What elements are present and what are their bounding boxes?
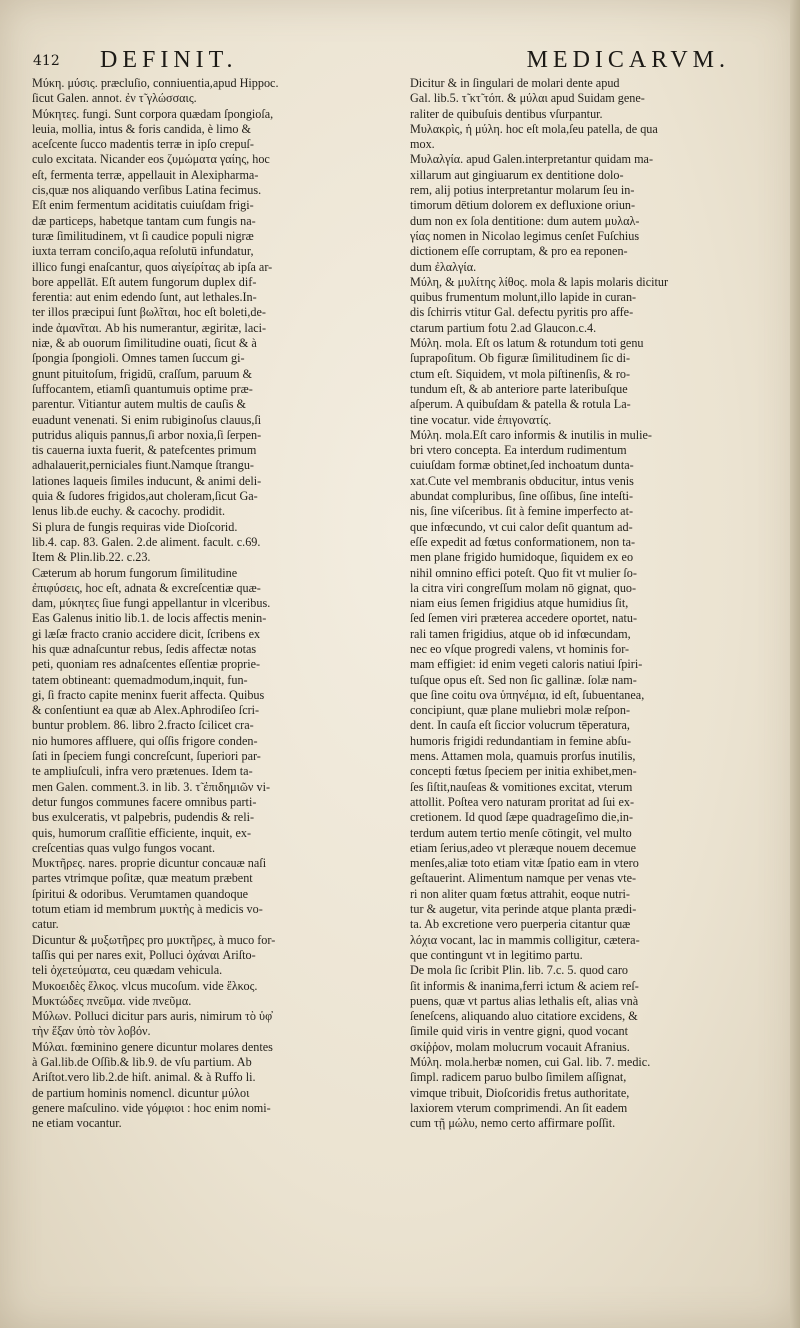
text-line: Ariſtot.vero lib.2.de hiſt. animal. & à Ruffo li. — [32, 1070, 256, 1085]
text-line: humoris frigidi redundantiam in femine abſu- — [410, 733, 632, 748]
text-line: quia & ſudores frigidos,aut choleram,ſicut Ga- — [32, 489, 258, 504]
text-line: Dicitur & in ſingulari de molari dente apud — [410, 76, 620, 90]
text-line: puens, quæ vt partus alias lethalis eſt, alias vnà — [410, 993, 639, 1008]
text-line: que ſine coitu ova ὑπηνέμια, id eſt, ſubuentanea, — [410, 687, 645, 702]
text-line: lib.4. cap. 83. Galen. 2.de aliment. facult. c.69. — [32, 534, 261, 549]
text-line: mens. Attamen mola, quamuis prorſus inutilis, — [410, 749, 636, 764]
text-line: que infœcundo, vt cui calor deſit quantum ad- — [410, 519, 633, 534]
page-edge — [790, 0, 800, 1328]
text-line: tatem obtineant: quemadmodum,inquit, fun- — [32, 672, 248, 687]
text-line: eſſe expedit ad fœtus conformationem, non ta- — [410, 534, 636, 549]
text-line: geſtauerint. Alimentum namque per venas vte- — [410, 871, 637, 886]
text-line: dum non ex ſola dentitione: dum autem μυλαλ- — [410, 213, 640, 228]
text-line: aſperum. A quibuſdam & patella & rotula La- — [410, 397, 631, 412]
text-line: dum ἐλαλγία. — [410, 259, 477, 274]
text-line: rali tamen frigidius, atque ob id infœcundam, — [410, 626, 631, 641]
text-line: quis, humorum craſſitie efficiente, inquit, ex- — [32, 825, 252, 840]
text-line: Eas Galenus initio lib.1. de locis affectis menin- — [32, 611, 267, 626]
text-line: genere maſculino. vide γόμφιοι : hoc enim nomi- — [32, 1100, 271, 1115]
text-line: niam eius ſemen frigidius atque humidius ſit, — [410, 596, 629, 611]
text-line: bri vtero concepta. Ea interdum rudimentum — [410, 443, 627, 458]
text-line: tur & augetur, vita perinde atque planta prædi- — [410, 902, 637, 917]
text-line: mox. — [410, 137, 435, 152]
text-line: ſimpl. radicem paruo bulbo ſimilem aſſignat, — [410, 1070, 627, 1085]
text-line: vimque tribuit, Dioſcoridis fretus authoritate, — [410, 1085, 630, 1100]
text-line: men plane frigido humidoque, ſiquidem ex eo — [410, 550, 634, 565]
text-line: ſicut Galen. annot. ἐν τ̃ γλώσσαις. — [32, 91, 197, 106]
text-line: Μυκτώδες πνεῦμα. vide πνεῦμα. — [32, 993, 192, 1008]
text-line: cuiuſdam formæ obtinet,ſed inchoatum dunta- — [410, 458, 634, 473]
text-line: Μύκητες. fungi. Sunt corpora quædam ſpongioſa, — [32, 106, 274, 121]
text-line: ſuprapoſitum. Ob figuræ ſimilitudinem ſic di- — [410, 351, 631, 366]
text-line: buntur problem. 86. libro 2.fracto ſcilicet cra- — [32, 718, 254, 733]
text-line: abundat compluribus, ſine oſſibus, ſine inteſti- — [410, 489, 634, 504]
text-line: γίας nomen in Nicolao legimus cenſet Fuſchius — [410, 228, 640, 243]
text-line: Μύλων. Polluci dicitur pars auris, nimirum τὸ ὑφ̓ — [32, 1009, 273, 1024]
text-line: à Gal.lib.de Oſſib.& lib.9. de vſu partium. Ab — [32, 1055, 252, 1069]
text-line: mam effigiet: id enim vegeti caloris natiui ſpiri- — [410, 657, 643, 672]
text-line: bus exulceratis, vt palpebris, pudendis & reli- — [32, 810, 255, 825]
text-line: ſuffocantem, etiamſi quantumuis optime præ- — [32, 381, 253, 396]
text-line: De mola ſic ſcribit Plin. lib. 7.c. 5. quod caro — [410, 963, 628, 978]
text-line: ſit informis & inanima,ferri ictum & aciem reſ- — [410, 978, 639, 993]
text-line: cis,quæ nos aliquando verſibus Latina fecimus. — [32, 183, 262, 198]
text-line: Eſt enim fermentum aciditatis cuiuſdam frigi- — [32, 198, 254, 213]
text-line: lenus lib.de euchy. & cacochy. prodidit. — [32, 504, 226, 519]
text-line: euadunt venenati. Si enim rubiginoſus clauus,ſi — [32, 412, 262, 427]
text-line: ſpongia ſpongioli. Omnes tamen ſuccum gi- — [32, 351, 245, 366]
text-line: gi læſæ fracto cranio accidere dicit, ſcribens ex — [32, 626, 261, 641]
text-line: turæ ſimilitudinem, vt ſi caudice populi nigræ — [32, 228, 254, 243]
text-line: partes vtrimque poſitæ, quæ meatum præbent — [32, 871, 253, 886]
text-line: Μύλαι. fœminino genere dicuntur molares dentes — [32, 1039, 273, 1054]
text-line: τὴν ἕξαν ὑπὸ τὸν λοβόν. — [32, 1024, 151, 1039]
text-line: dis ſchirris vtitur Gal. defectu pyritis pro affe- — [410, 305, 634, 320]
running-head-left: DEFINIT. — [100, 47, 238, 73]
text-line: ctum eſt. Siquidem, vt mola piſtinenſis, & ro- — [410, 366, 631, 381]
text-line: ne etiam vocantur. — [32, 1116, 122, 1131]
text-line: Μυκοειδὲς ἕλκος. vlcus mucoſum. vide ἕλκος. — [32, 978, 258, 993]
text-line: Μύλη. mola.herbæ nomen, cui Gal. lib. 7. medic. — [410, 1055, 651, 1069]
text-line: quibus frumentum molunt,illo lapide in curan- — [410, 290, 637, 305]
text-line: culo excitata. Nicander eos ζυμώματα γαίης, hoc — [32, 152, 270, 167]
right-column — [410, 76, 775, 1131]
text-line: ri non aliter quam fœtus attrahit, eoque nutri- — [410, 886, 630, 901]
text-line: nihil omnino effici poteſt. Quo fit vt mulier ſo- — [410, 565, 637, 580]
text-line: laxiorem vterum comprimendi. An ſit eadem — [410, 1100, 628, 1115]
text-line: concipiunt, quæ plane muliebri molæ reſpon- — [410, 703, 631, 718]
page-number: 412 — [33, 53, 60, 69]
text-line: tine vocatur. vide ἐπιγονατίς. — [410, 412, 552, 427]
text-line: nio humores affluere, qui oſſis frigore conden- — [32, 733, 258, 748]
text-line: raliter de quibuſuis dentibus vſurpantur. — [410, 106, 603, 121]
text-line: dam, μύκητες ſiue fungi appellantur in vlceribus. — [32, 596, 271, 611]
text-line: Μύλη. mola.Eſt caro informis & inutilis in mulie- — [410, 427, 652, 442]
text-line: cretionem. Id quod ſæpe quadrageſimo die,in- — [410, 810, 634, 825]
text-line: timorum dētium dolorem ex defluxione oriun- — [410, 198, 636, 213]
text-line: his quæ adnaſcuntur rebus, ſedis affectæ notas — [32, 641, 257, 656]
text-line: peti, quoniam res adnaſcentes eſſentiæ proprie- — [32, 657, 261, 672]
text-line: parentur. Vitiantur autem multis de cauſis & — [32, 397, 246, 412]
text-line: Si plura de fungis requiras vide Dioſcorid. — [32, 519, 238, 534]
text-line: putridus aliquis pannus,ſi arbor noxia,ſi ſerpen- — [32, 427, 262, 442]
running-head — [100, 47, 730, 74]
text-line: inde ἀμανῖται. Ab his numerantur, ægiritæ, laci- — [32, 320, 267, 335]
left-column — [32, 76, 388, 1131]
text-line: attollit. Poſtea vero naturam proritat ad ſui ex- — [410, 794, 635, 809]
text-line: Dicuntur & μυξωτῆρες pro μυκτῆρες, à muco for- — [32, 932, 276, 947]
text-line: ſes ſiſtit,nauſeas & vomitiones excitat, vterum — [410, 779, 633, 794]
text-line: xat.Cute vel membranis obducitur, intus venis — [410, 473, 634, 488]
text-line: niæ, & ab ouorum ſimilitudine ouati, ſicut & à — [32, 336, 257, 351]
text-line: etiam ſerius,adeo vt pleræque nouem decemue — [410, 840, 637, 855]
text-line: Μύκη. μύσις. præcluſio, conniuentia,apud Hippoc. — [32, 76, 279, 90]
running-head-right: MEDICARVM. — [526, 47, 730, 73]
text-line: Μύλη, & μυλίτης λίθος. mola & lapis molaris dicitur — [410, 274, 669, 289]
text-line: aceſcente ſucco madentis terræ in ipſo crepuſ- — [32, 137, 254, 152]
text-line: de partium hominis nomencl. dicuntur μύλοι — [32, 1085, 250, 1100]
text-line: lationes laqueis ſimiles inducunt, & animi deli- — [32, 473, 262, 488]
text-line: ſpiritui & odoribus. Verumtamen quandoque — [32, 886, 249, 901]
text-line: men Galen. comment.3. in lib. 3. τ̃ ἐπιδημιῶν vi- — [32, 779, 271, 794]
text-line: te ampliuſculi, infra vero prætenues. Idem ta- — [32, 764, 253, 779]
text-line: taſſis qui per nares exit, Polluci ὀχάναι Ariſto- — [32, 947, 256, 962]
text-line: teli ὀχετεύματα, ceu quædam vehicula. — [32, 963, 223, 978]
text-line: menſes,aliæ toto etiam vitæ ſpatio eam in vtero — [410, 856, 639, 871]
text-line: terdum autem tertio menſe cōtingit, vel multo — [410, 825, 632, 840]
text-line: Μύλη. mola. Eſt os latum & rotundum toti genu — [410, 336, 644, 351]
text-line: leuia, mollia, intus & foris candida, è limo & — [32, 121, 251, 136]
page-header — [0, 45, 800, 75]
text-line: ctarum partium fotu 2.ad Glaucon.c.4. — [410, 320, 597, 335]
text-line: adhalauerit,perniciales fiunt.Namque ſtrangu- — [32, 458, 254, 473]
text-line: λόχια vocant, lac in mammis colligitur, cætera- — [410, 932, 640, 947]
text-line: gnunt pituitoſum, frigidū, craſſum, paruum & — [32, 366, 253, 381]
text-line: Μυλαλγία. apud Galen.interpretantur quidam ma- — [410, 152, 654, 167]
text-line: eſt, fermenta terræ, appellauit in Alexipharma- — [32, 167, 259, 182]
text-line: ter illos præcipui ſunt βωλῖται, hoc eſt boleti,de- — [32, 305, 266, 320]
text-line: tundum eſt, & ab anteriore parte lateribuſque — [410, 381, 628, 396]
text-line: nec eo vſque progredi valens, vt hominis for- — [410, 641, 630, 656]
text-line: nis, ſine viſceribus. ſit à femine imperfecto at- — [410, 504, 634, 519]
text-line: creſcentias quas vulgo fungos vocant. — [32, 840, 216, 855]
text-line: Gal. lib.5. τ̃ κτ̃ τόπ. & μύλαι apud Suidam gene- — [410, 91, 645, 106]
text-line: dæ particeps, habetque tantam cum fungis na- — [32, 213, 256, 228]
text-line: tis cauerna iuxta fuerit, & patefcentes primum — [32, 443, 257, 458]
text-line: rem, alij potius interpretantur molarum ſeu in- — [410, 183, 635, 198]
text-line: ſati in ſpeciem fungi concreſcunt, ſuperiori par- — [32, 749, 261, 764]
text-line: dictionem eſſe corruptam, & pro ea reponen- — [410, 244, 628, 259]
text-line: Cæterum ab horum fungorum ſimilitudine — [32, 565, 238, 580]
text-line: & conſentiunt ea quæ ab Alex.Aphrodiſeo ſcri- — [32, 703, 260, 718]
text-line: gi, ſi fracto capite meninx fuerit affecta. Quibus — [32, 687, 265, 702]
text-line: cum τῇ μώλυ, nemo certo affirmare poſſit. — [410, 1116, 616, 1131]
text-line: la citra viri congreſſum molam nō gignat, quo- — [410, 580, 637, 595]
text-line: detur fungos communes facere omnibus parti- — [32, 794, 257, 809]
text-line: xillarum aut gingiuarum ex dentitione dolo- — [410, 167, 624, 182]
text-line: bore appellāt. Eſt autem fungorum duplex dif- — [32, 274, 257, 289]
text-line: ſimile quid viris in ventre gigni, quod vocant — [410, 1024, 628, 1039]
text-line: ſeneſcens, aliquando aluo citatiore excidens, & — [410, 1009, 638, 1024]
text-line: totum etiam id membrum μυκτὴς à medicis vo- — [32, 902, 263, 917]
text-line: Μυκτῆρες. nares. proprie dicuntur concauæ naſi — [32, 856, 267, 871]
text-line: iuxta terram conciſo,aqua reſolutū infundatur, — [32, 244, 254, 259]
text-line: Μυλακρὶς, ἡ μύλη. hoc eſt mola,ſeu patella, de qua — [410, 121, 658, 136]
text-line: Item & Plin.lib.22. c.23. — [32, 550, 151, 565]
text-line: que contingunt vt in legitimo partu. — [410, 947, 583, 962]
text-line: concepti fœtus ſpeciem per initia exhibet,men- — [410, 764, 637, 779]
text-line: σκίῤῥον, molam molucrum vocauit Afranius. — [410, 1039, 630, 1054]
text-line: ſed ſemen viri præterea accedere oportet, natu- — [410, 611, 638, 626]
text-line: catur. — [32, 917, 59, 932]
text-line: ἐπιφύσεις, hoc eſt, adnata & excreſcentiæ quæ- — [32, 580, 261, 595]
text-line: illico fungi enaſcantur, quos αἰγείρίτας ab ipſa ar- — [32, 259, 273, 274]
text-line: dent. In cauſa eſt ſiccior volucrum tēperatura, — [410, 718, 630, 733]
text-line: tuſque opus eſt. Sed non ſic gallinæ. ſolæ nam- — [410, 672, 637, 687]
text-line: ferentia: aut enim edendo ſunt, aut lethales.In- — [32, 290, 257, 305]
text-line: ta. Ab excretione vero puerperia citantur quæ — [410, 917, 631, 932]
